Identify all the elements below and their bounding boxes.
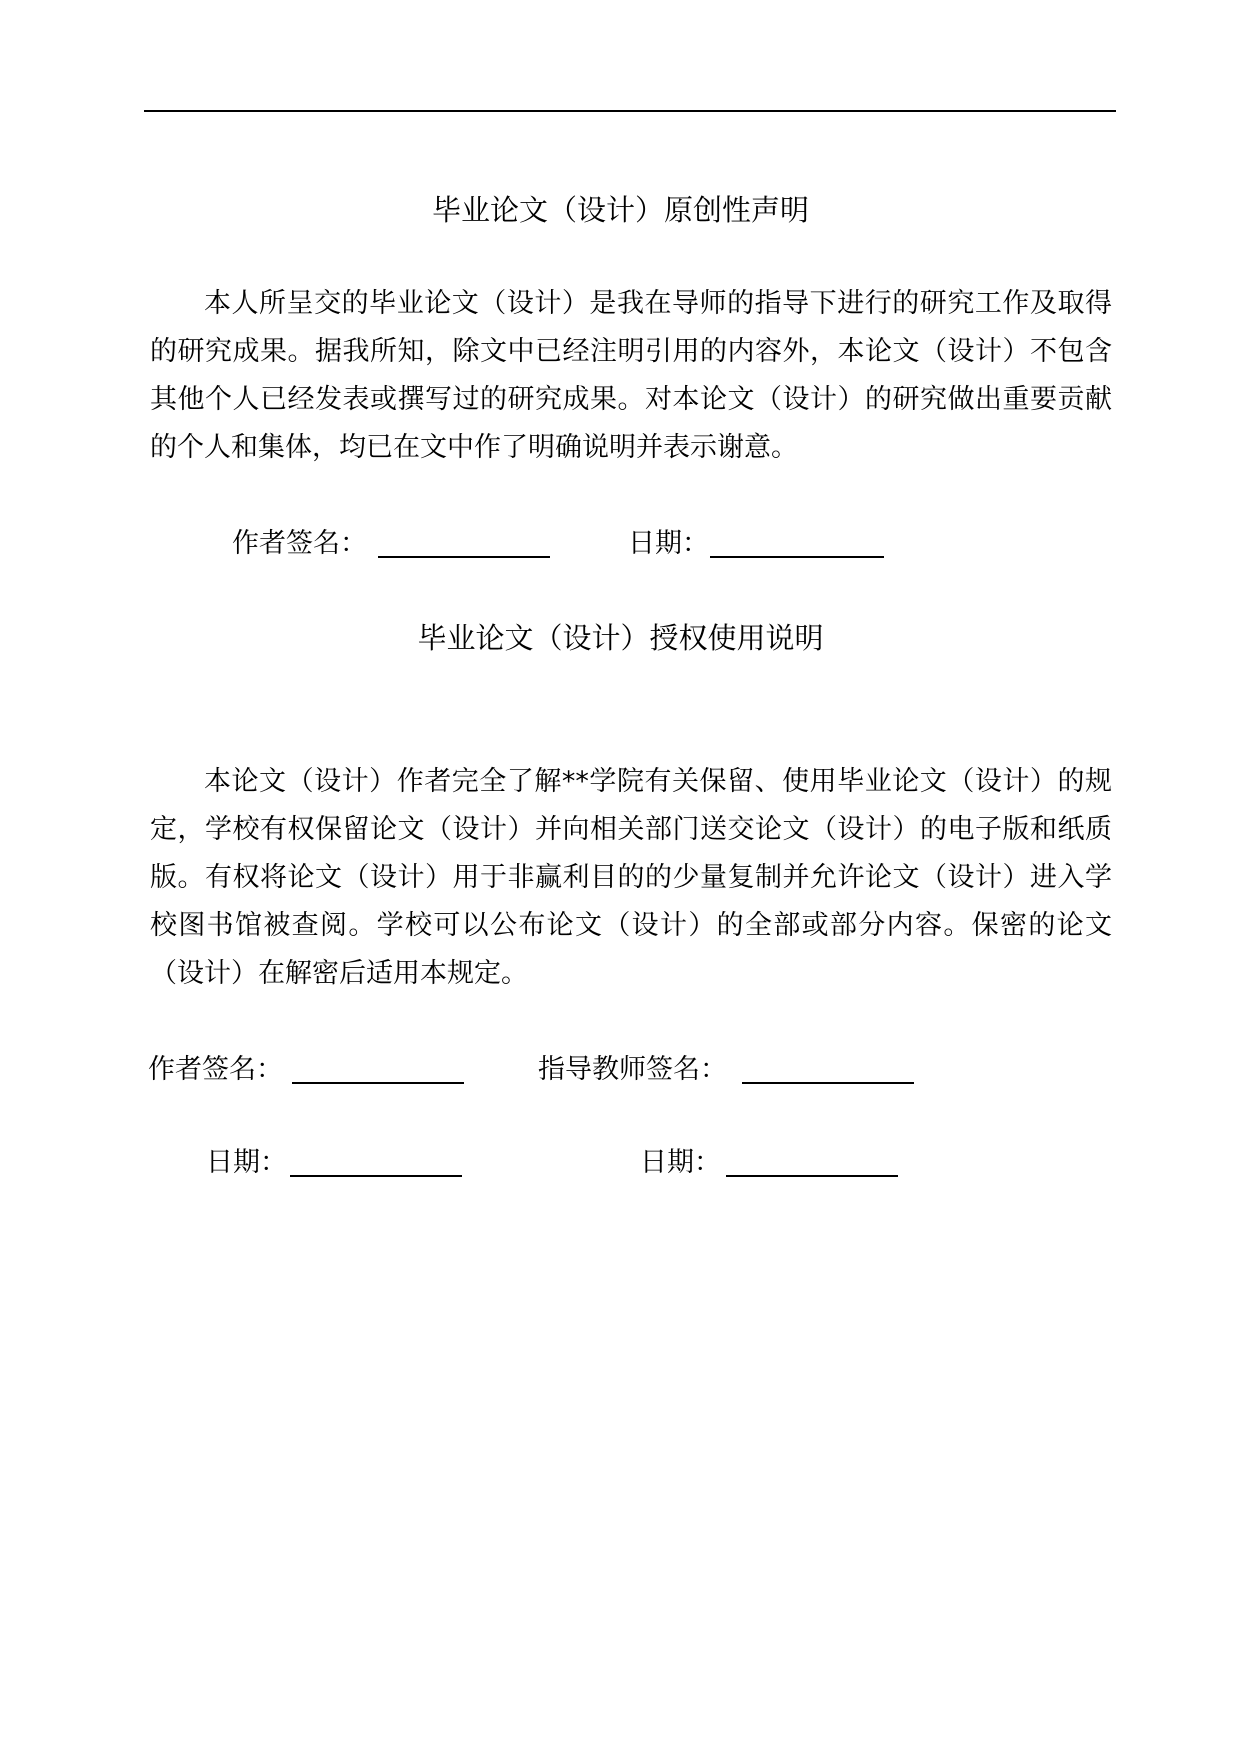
originality-body: 本人所呈交的毕业论文（设计）是我在导师的指导下进行的研究工作及取得的研究成果。据我所知，除文中已经注明引用的内容外，本论文（设计）不包含其他个人已经发表或撰写过的研究成果。对本论文（设计）的研究做出重要贡献的个人和集体，均已在文中作了明确说明并表示谢意。 <box>150 288 1112 463</box>
originality-title: 毕业论文（设计）原创性声明 <box>431 193 809 227</box>
originality-author-signature-label: 作者签名： <box>232 528 367 559</box>
originality-author-signature-line[interactable] <box>378 556 550 558</box>
header-rule <box>144 110 1116 112</box>
advisor-signature-line[interactable] <box>742 1082 914 1084</box>
authorization-body: 本论文（设计）作者完全了解**学院有关保留、使用毕业论文（设计）的规定，学校有权保留论文（设计）并向相关部门送交论文（设计）的电子版和纸质版。有权将论文（设计）用于非赢利目的的少量复制并允许论文（设计）进入学校图书馆被查阅。学校可以公布论文（设计）的全部或部分内容。保密的论文（设计）在解密后适用本规定。 <box>150 766 1112 989</box>
authorization-author-date-line[interactable] <box>290 1175 462 1177</box>
advisor-date-label: 日期： <box>640 1147 721 1178</box>
originality-date-label: 日期： <box>628 528 709 559</box>
advisor-date-line[interactable] <box>726 1175 898 1177</box>
authorization-author-signature-label: 作者签名： <box>148 1054 283 1085</box>
originality-date-line[interactable] <box>710 556 884 558</box>
authorization-title: 毕业论文（设计）授权使用说明 <box>417 621 824 655</box>
advisor-signature-label: 指导教师签名： <box>538 1054 727 1085</box>
authorization-author-date-label: 日期： <box>206 1147 287 1178</box>
authorization-author-signature-line[interactable] <box>292 1082 464 1084</box>
